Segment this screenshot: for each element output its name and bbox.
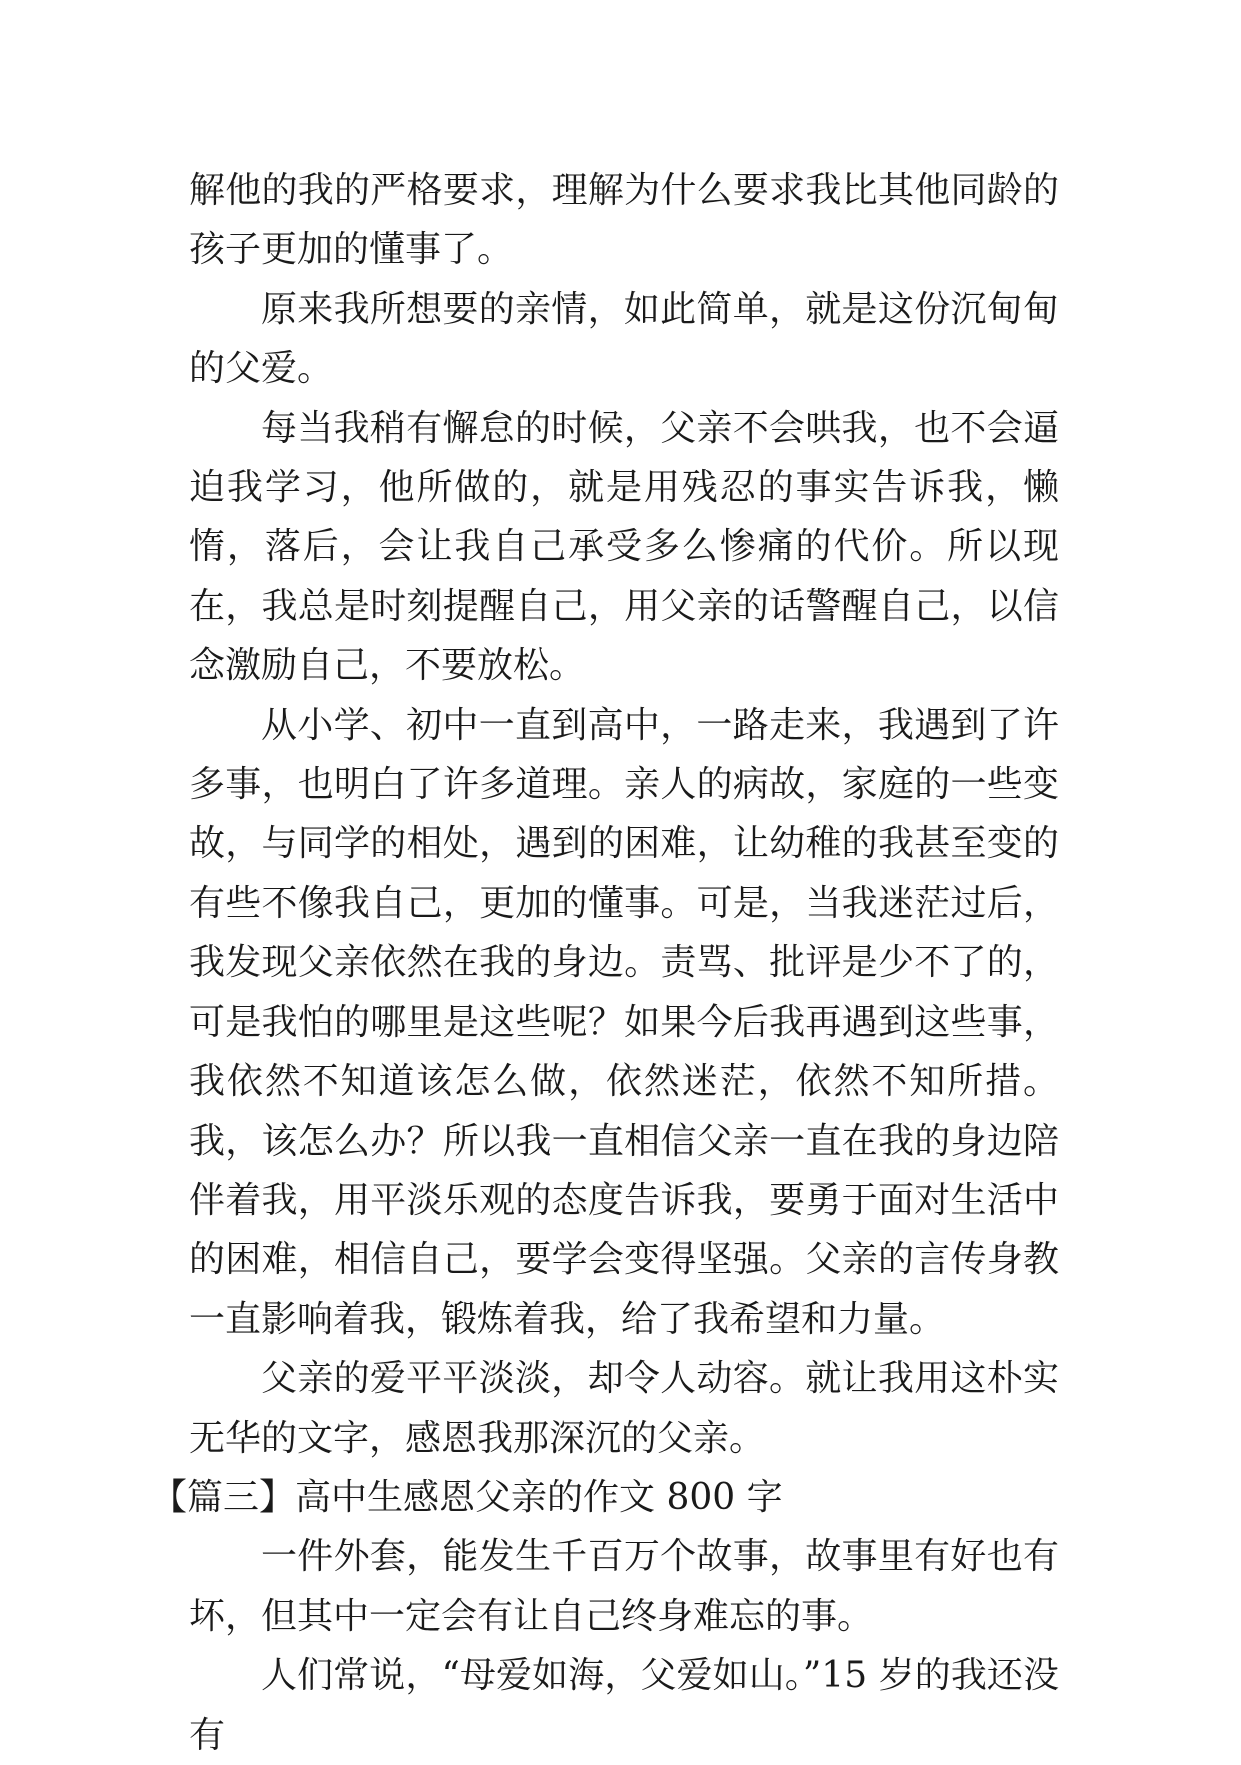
paragraph: 从小学、初中一直到高中，一路走来，我遇到了许多事，也明白了许多道理。亲人的病故，家庭的一些变故，与同学的相处，遇到的困难，让幼稚的我甚至变的有些不像我自己，更加的懂事。可是，当我迷茫过后，我发现父亲依然在我的身边。责骂、批评是少不了的，可是我怕的哪里是这些呢？如果今后我再遇到这些事，我依然不知道该怎么做，依然迷茫，依然不知所措。我，该怎么办？所以我一直相信父亲一直在我的身边陪伴着我，用平淡乐观的态度告诉我，要勇于面对生活中的困难，相信自己，要学会变得坚强。父亲的言传身教一直影响着我，锻炼着我，给了我希望和力量。 xyxy=(189,704,1059,1340)
paragraph: 每当我稍有懈怠的时候，父亲不会哄我，也不会逼迫我学习，他所做的，就是用残忍的事实告诉我，懒惰，落后，会让我自己承受多么惨痛的代价。所以现在，我总是时刻提醒自己，用父亲的话警醒自己，以信念激励自己，不要放松。 xyxy=(189,407,1059,687)
paragraph: 原来我所想要的亲情，如此简单，就是这份沉甸甸的父爱。 xyxy=(189,288,1059,390)
paragraph: 父亲的爱平平淡淡，却令人动容。就让我用这朴实无华的文字，感恩我那深沉的父亲。 xyxy=(189,1358,1059,1459)
section-heading: 【篇三】高中生感恩父亲的作文 800 字 xyxy=(151,1476,783,1518)
paragraph: 一件外套，能发生千百万个故事，故事里有好也有坏，但其中一定会有让自己终身难忘的事。 xyxy=(189,1536,1059,1637)
paragraph: 解他的我的严格要求，理解为什么要求我比其他同龄的孩子更加的懂事了。 xyxy=(189,170,1059,271)
document-body xyxy=(151,161,1059,1765)
paragraph: 人们常说，“母爱如海，父爱如山。”15 岁的我还没有 xyxy=(189,1655,1059,1756)
